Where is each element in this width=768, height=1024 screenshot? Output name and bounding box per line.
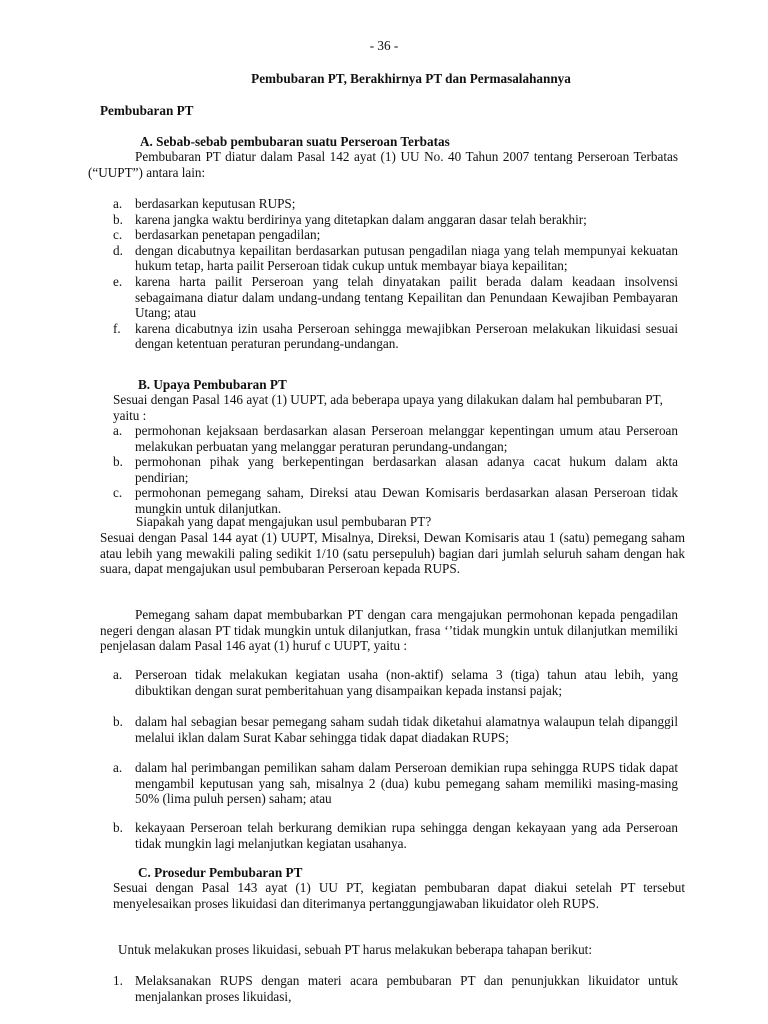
- list-item: b. dalam hal sebagian besar pemegang saham sudah tidak diketahui alamatnya walaupun telah dipanggil melalui iklan dalam Surat Kabar sehingga tidak dapat diadakan RUPS;: [113, 714, 678, 745]
- section-b-paragraph-1: Sesuai dengan Pasal 144 ayat (1) UUPT, Misalnya, Direksi, Dewan Komisaris atau 1 (satu) pemegang saham atau lebih yang mewakili paling sedikit 1/10 (satu persepuluh) bagian dari jumlah seluruh saham dengan hak suara, dapat mengajukan usul pembubaran Perseroan kepada RUPS.: [100, 530, 685, 577]
- section-heading: Pembubaran PT: [100, 103, 194, 118]
- list-item: b. karena jangka waktu berdirinya yang ditetapkan dalam anggaran dasar telah berakhir;: [113, 211, 587, 227]
- list-item: a. Perseroan tidak melakukan kegiatan usaha (non-aktif) selama 3 (tiga) tahun atau lebih, yang dibuktikan dengan surat pemberitahuan yang disampaikan kepada instansi pajak;: [113, 667, 678, 698]
- section-a-list: [113, 196, 678, 352]
- list-item: a. dalam hal perimbangan pemilikan saham dalam Perseroan demikian rupa sehingga RUPS tidak dapat mengambil keputusan yang sah, misalnya 2 (dua) kubu pemegang saham memiliki masing-masing 50% (lima puluh persen) saham; atau: [113, 760, 678, 807]
- page-title: Pembubaran PT, Berakhirnya PT dan Permasalahannya: [251, 71, 571, 86]
- section-c-intro: Sesuai dengan Pasal 143 ayat (1) UU PT, kegiatan pembubaran dapat diakui setelah PT tersebut menyelesaikan proses likuidasi dan diterimanya pertanggungjawaban likuidator oleh RUPS.: [113, 880, 685, 911]
- list-item: 1. Melaksanakan RUPS dengan materi acara pembubaran PT dan penunjukkan likuidator untuk menjalankan proses likuidasi,: [113, 973, 678, 1004]
- section-a-intro: Pembubaran PT diatur dalam Pasal 142 ayat (1) UU No. 40 Tahun 2007 tentang Perseroan Terbatas (“UUPT”) antara lain:: [88, 149, 678, 180]
- section-a-heading: A. Sebab-sebab pembubaran suatu Perseroan Terbatas: [140, 134, 450, 149]
- list-item: f. karena dicabutnya izin usaha Perseroan sehingga mewajibkan Perseroan melakukan likuidasi sesuai dengan ketentuan peraturan perundang-undangan.: [113, 320, 678, 352]
- question-line: Siapakah yang dapat mengajukan usul pembubaran PT?: [136, 514, 432, 529]
- section-c-heading: C. Prosedur Pembubaran PT: [138, 865, 303, 880]
- section-c-paragraph: Untuk melakukan proses likuidasi, sebuah PT harus melakukan beberapa tahapan berikut:: [118, 942, 593, 957]
- list-item: d. dengan dicabutnya kepailitan berdasarkan putusan pengadilan niaga yang telah mempunyai kekuatan hukum tetap, harta pailit Perseroan tidak cukup untuk membayar biaya kepailitan;: [113, 242, 678, 274]
- section-b-paragraph-2: Pemegang saham dapat membubarkan PT dengan cara mengajukan permohonan kepada pengadilan negeri dengan alasan PT tidak mungkin untuk dilanjutkan, frasa ‘’tidak mungkin untuk dilanjutkan memiliki penjelasan dalam Pasal 146 ayat (1) huruf c UUPT, yaitu :: [100, 607, 678, 654]
- list-item: a. berdasarkan keputusan RUPS;: [113, 196, 296, 211]
- list-item: e. karena harta pailit Perseroan yang telah dinyatakan pailit berada dalam keadaan insolvensi sebagaimana diatur dalam undang-undang tentang Kepailitan dan Penundaan Kewajiban Pembayaran Utang; atau: [113, 273, 678, 321]
- list-item: c. permohonan pemegang saham, Direksi atau Dewan Komisaris berdasarkan alasan Perseroan tidak mungkin untuk dilanjutkan.: [113, 485, 678, 516]
- section-b-intro: Sesuai dengan Pasal 146 ayat (1) UUPT, ada beberapa upaya yang dilakukan dalam hal pembubaran PT, yaitu :: [113, 392, 663, 423]
- list-item: a. permohonan kejaksaan berdasarkan alasan Perseroan melanggar kepentingan umum atau Perseroan melakukan perbuatan yang melanggar peraturan perundang-undangan;: [113, 423, 678, 454]
- list-item: b. kekayaan Perseroan telah berkurang demikian rupa sehingga dengan kekayaan yang ada Perseroan tidak mungkin lagi melanjutkan kegiatan usahanya.: [113, 820, 678, 851]
- section-b-heading: B. Upaya Pembubaran PT: [138, 377, 287, 392]
- section-b-list: [113, 423, 678, 517]
- page-number: - 36 -: [369, 38, 399, 53]
- list-item: c. berdasarkan penetapan pengadilan;: [113, 227, 321, 243]
- list-item: b. permohonan pihak yang berkepentingan berdasarkan alasan adanya cacat hukum dalam akta pendirian;: [113, 454, 678, 485]
